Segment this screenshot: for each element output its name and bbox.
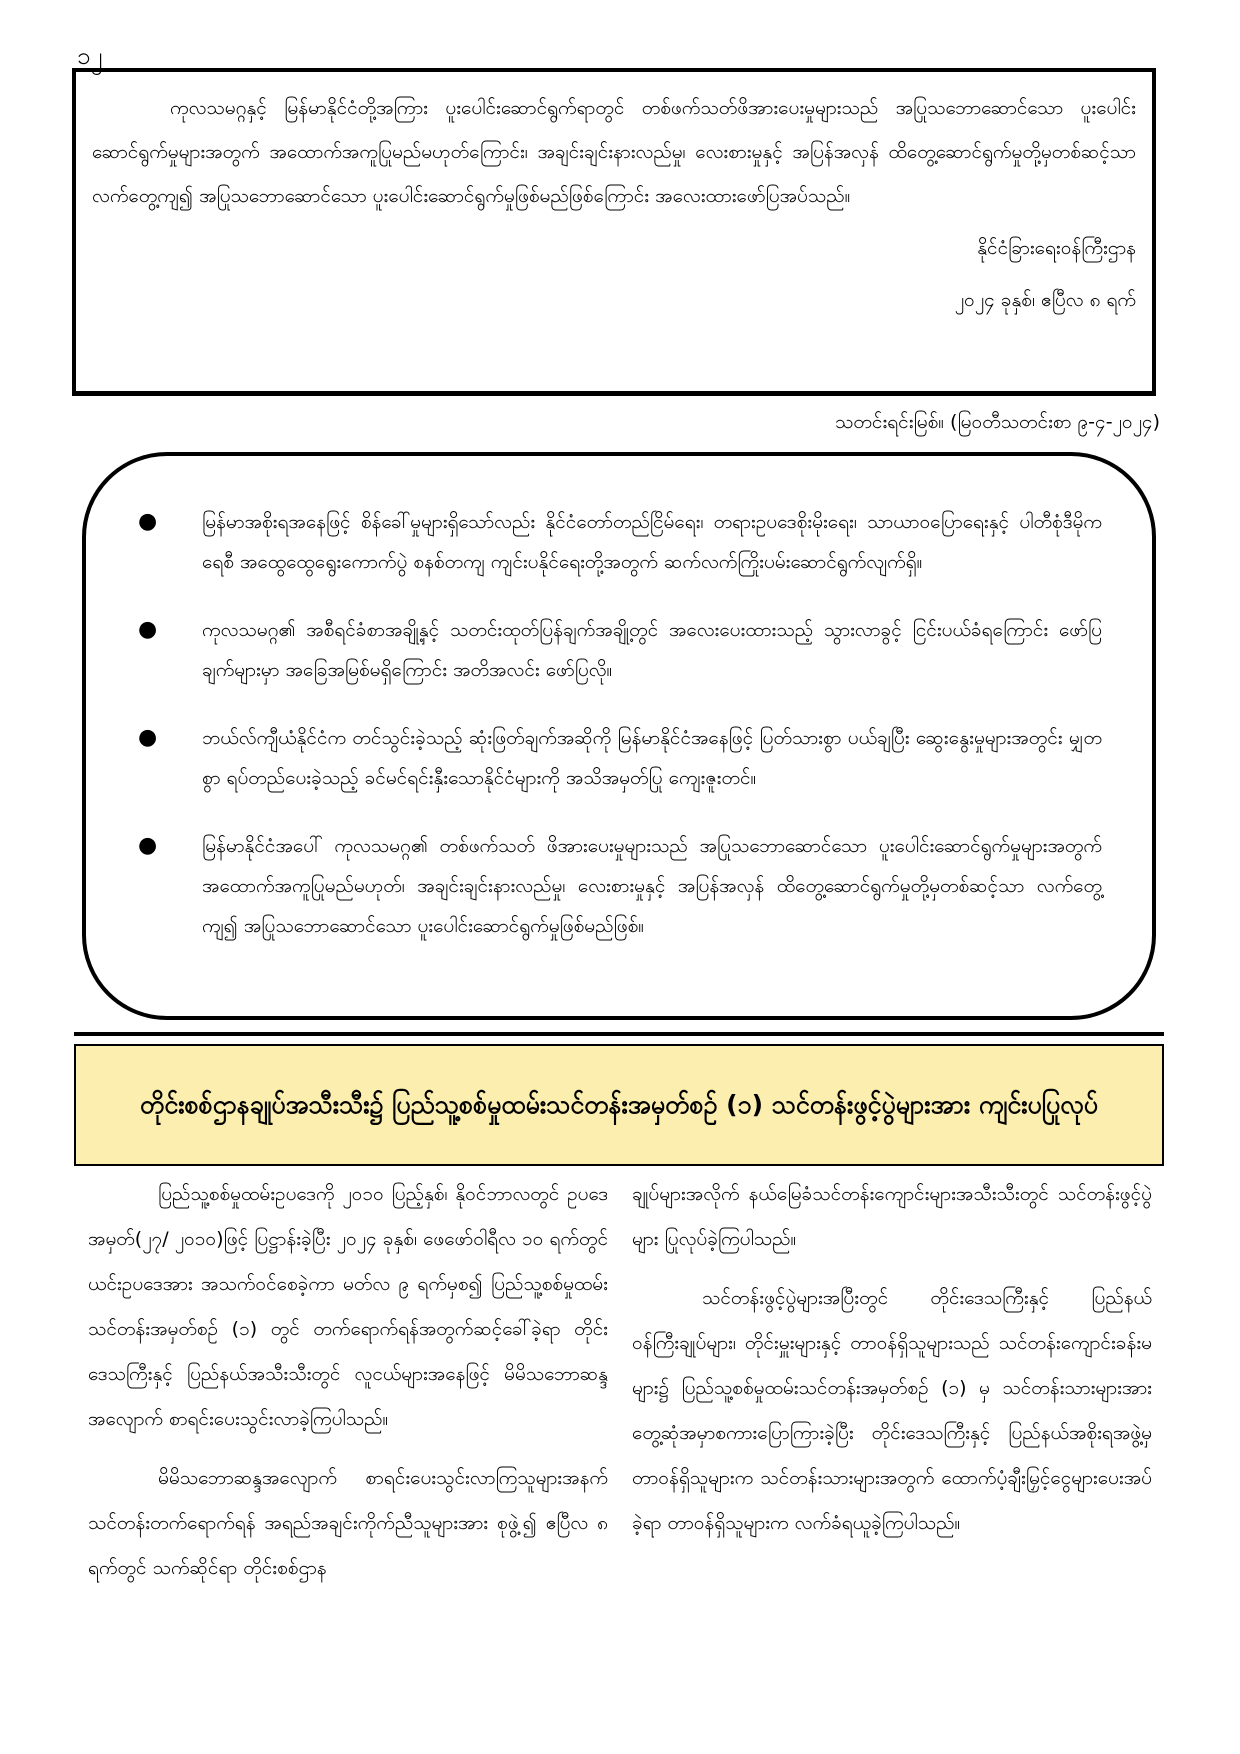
- summary-item: [126, 826, 1102, 946]
- summary-item-text: မြန်မာအစိုးရအနေဖြင့် စိန်ခေါ်မှုများရှိသော်လည်း နိုင်ငံတော်တည်ငြိမ်ရေး၊ တရားဥပဒေစိုးမိုးရေး၊ သာယာဝပြောရေးနှင့် ပါတီစုံဒီမိုကရေစီ အထွေထွေရွေးကောက်ပွဲ စနစ်တကျ ကျင်းပနိုင်ရေးတို့အတွက် ဆက်လက်ကြိုးပမ်းဆောင်ရွက်လျက်ရှိ။: [202, 511, 1102, 573]
- article-paragraph: ပြည်သူ့စစ်မှုထမ်းဥပဒေကို ၂၀၁၀ ပြည့်နှစ်၊ နိုဝင်ဘာလတွင် ဥပဒေအမှတ်(၂၇/ ၂၀၁၀)ဖြင့် ပြဋ္ဌာန်းခဲ့ပြီး ၂၀၂၄ ခုနှစ်၊ ဖေဖော်ဝါရီလ ၁၀ ရက်တွင် ယင်းဥပဒေအား အသက်ဝင်စေခဲ့ကာ မတ်လ ၉ ရက်မှစ၍ ပြည်သူ့စစ်မှုထမ်းသင်တန်းအမှတ်စဉ် (၁) တွင် တက်ရောက်ရန်အတွက်ဆင့်ခေါ်ခဲ့ရာ တိုင်းဒေသကြီးနှင့် ပြည်နယ်အသီးသီးတွင် လူငယ်များအနေဖြင့် မိမိသဘောဆန္ဒအလျောက် စာရင်းပေးသွင်းလာခဲ့ကြပါသည်။: [88, 1183, 608, 1430]
- summary-list: [126, 502, 1102, 946]
- summary-item-text: ကုလသမဂ္ဂ၏ အစီရင်ခံစာအချို့နှင့် သတင်းထုတ်ပြန်ချက်အချို့တွင် အလေးပေးထားသည့် သွားလာခွင့် ငြင်းပယ်ခံရကြောင်း ဖော်ပြချက်များမှာ အခြေအမြစ်မရှိကြောင်း အတိအလင်း ဖော်ပြလို။: [202, 619, 1102, 681]
- bullet-icon: ●: [138, 509, 158, 534]
- summary-item-text: မြန်မာနိုင်ငံအပေါ် ကုလသမဂ္ဂ၏ တစ်ဖက်သတ် ဖိအားပေးမှုများသည် အပြုသဘောဆောင်သော ပူးပေါင်းဆောင်ရွက်မှုများအတွက် အထောက်အကူပြုမည်မဟုတ်၊ အချင်းချင်းနားလည်မှု၊ လေးစားမှုနှင့် အပြန်အလှန် ထိတွေ့ဆောင်ရွက်မှုတို့မှတစ်ဆင့်သာ လက်တွေ့ကျ၍ အပြုသဘောဆောင်သော ပူးပေါင်းဆောင်ရွက်မှုဖြစ်မည်ဖြစ်။: [202, 835, 1102, 937]
- summary-item: [126, 502, 1102, 582]
- summary-item: [126, 718, 1102, 798]
- summary-box: [82, 452, 1156, 1020]
- article-column-right: [632, 1172, 1152, 1546]
- bullet-icon: ●: [138, 725, 158, 750]
- bullet-icon: ●: [138, 617, 158, 642]
- page-number: ၁၂: [77, 42, 103, 70]
- article-column-left: [88, 1172, 608, 1591]
- statement-body: ကုလသမဂ္ဂနှင့် မြန်မာနိုင်ငံတို့အကြား ပူးပေါင်းဆောင်ရွက်ရာတွင် တစ်ဖက်သတ်ဖိအားပေးမှုများသည် အပြုသဘောဆောင်သော ပူးပေါင်းဆောင်ရွက်မှုများအတွက် အထောက်အကူပြုမည်မဟုတ်ကြောင်း၊ အချင်းချင်းနားလည်မှု၊ လေးစားမှုနှင့် အပြန်အလှန် ထိတွေ့ဆောင်ရွက်မှုတို့မှတစ်ဆင့်သာ လက်တွေ့ကျ၍ အပြုသဘောဆောင်သော ပူးပေါင်းဆောင်ရွက်မှုဖြစ်မည်ဖြစ်ကြောင်း အလေးထားဖော်ပြအပ်သည်။: [92, 97, 1136, 207]
- headline-box: [74, 1044, 1164, 1166]
- statement-box: [72, 68, 1156, 396]
- article-headline: တိုင်းစစ်ဌာနချုပ်အသီးသီး၌ ပြည်သူ့စစ်မှုထမ်းသင်တန်းအမှတ်စဉ် (၁) သင်တန်းဖွင့်ပွဲများအား ကျင်းပပြုလုပ်: [140, 1090, 1098, 1119]
- bullet-icon: ●: [138, 833, 158, 858]
- article-paragraph: မိမိသဘောဆန္ဒအလျောက် စာရင်းပေးသွင်းလာကြသူများအနက် သင်တန်းတက်ရောက်ရန် အရည်အချင်းကိုက်ညီသူများအား စုဖွဲ့၍ ဧပြီလ ၈ ရက်တွင် သက်ဆိုင်ရာ တိုင်းစစ်ဌာန: [88, 1467, 608, 1579]
- section-divider: [74, 1032, 1164, 1036]
- article-paragraph-continued: ချုပ်များအလိုက် နယ်မြေခံသင်တန်းကျောင်းများအသီးသီးတွင် သင်တန်းဖွင့်ပွဲများ ပြုလုပ်ခဲ့ကြပါသည်။: [632, 1183, 1152, 1250]
- summary-item: [126, 610, 1102, 690]
- source-citation: သတင်းရင်းမြစ်။ (မြဝတီသတင်းစာ ၉-၄-၂၀၂၄): [835, 411, 1160, 433]
- statement-signatory: နိုင်ငံခြားရေးဝန်ကြီးဌာန: [977, 237, 1136, 259]
- statement-date: ၂၀၂၄ ခုနှစ်၊ ဧပြီလ ၈ ရက်: [954, 289, 1136, 311]
- article-paragraph: သင်တန်းဖွင့်ပွဲများအပြီးတွင် တိုင်းဒေသကြီးနှင့် ပြည်နယ်ဝန်ကြီးချုပ်များ၊ တိုင်းမှူးများနှင့် တာဝန်ရှိသူများသည် သင်တန်းကျောင်းခန်းမများ၌ ပြည်သူ့စစ်မှုထမ်းသင်တန်းအမှတ်စဉ် (၁) မှ သင်တန်းသားများအား တွေ့ဆုံအမှာစကားပြောကြားခဲ့ပြီး တိုင်းဒေသကြီးနှင့် ပြည်နယ်အစိုးရအဖွဲ့မှ တာဝန်ရှိသူများက သင်တန်းသားများအတွက် ထောက်ပံ့ချီးမြှင့်ငွေများပေးအပ်ခဲ့ရာ တာဝန်ရှိသူများက လက်ခံရယူခဲ့ကြပါသည်။: [632, 1287, 1152, 1534]
- summary-item-text: ဘယ်လ်ကျီယံနိုင်ငံက တင်သွင်းခဲ့သည့် ဆုံးဖြတ်ချက်အဆိုကို မြန်မာနိုင်ငံအနေဖြင့် ပြတ်သားစွာ ပယ်ချပြီး ဆွေးနွေးမှုများအတွင်း မျှတစွာ ရပ်တည်ပေးခဲ့သည့် ခင်မင်ရင်းနှီးသောနိုင်ငံများကို အသိအမှတ်ပြု ကျေးဇူးတင်။: [202, 727, 1102, 789]
